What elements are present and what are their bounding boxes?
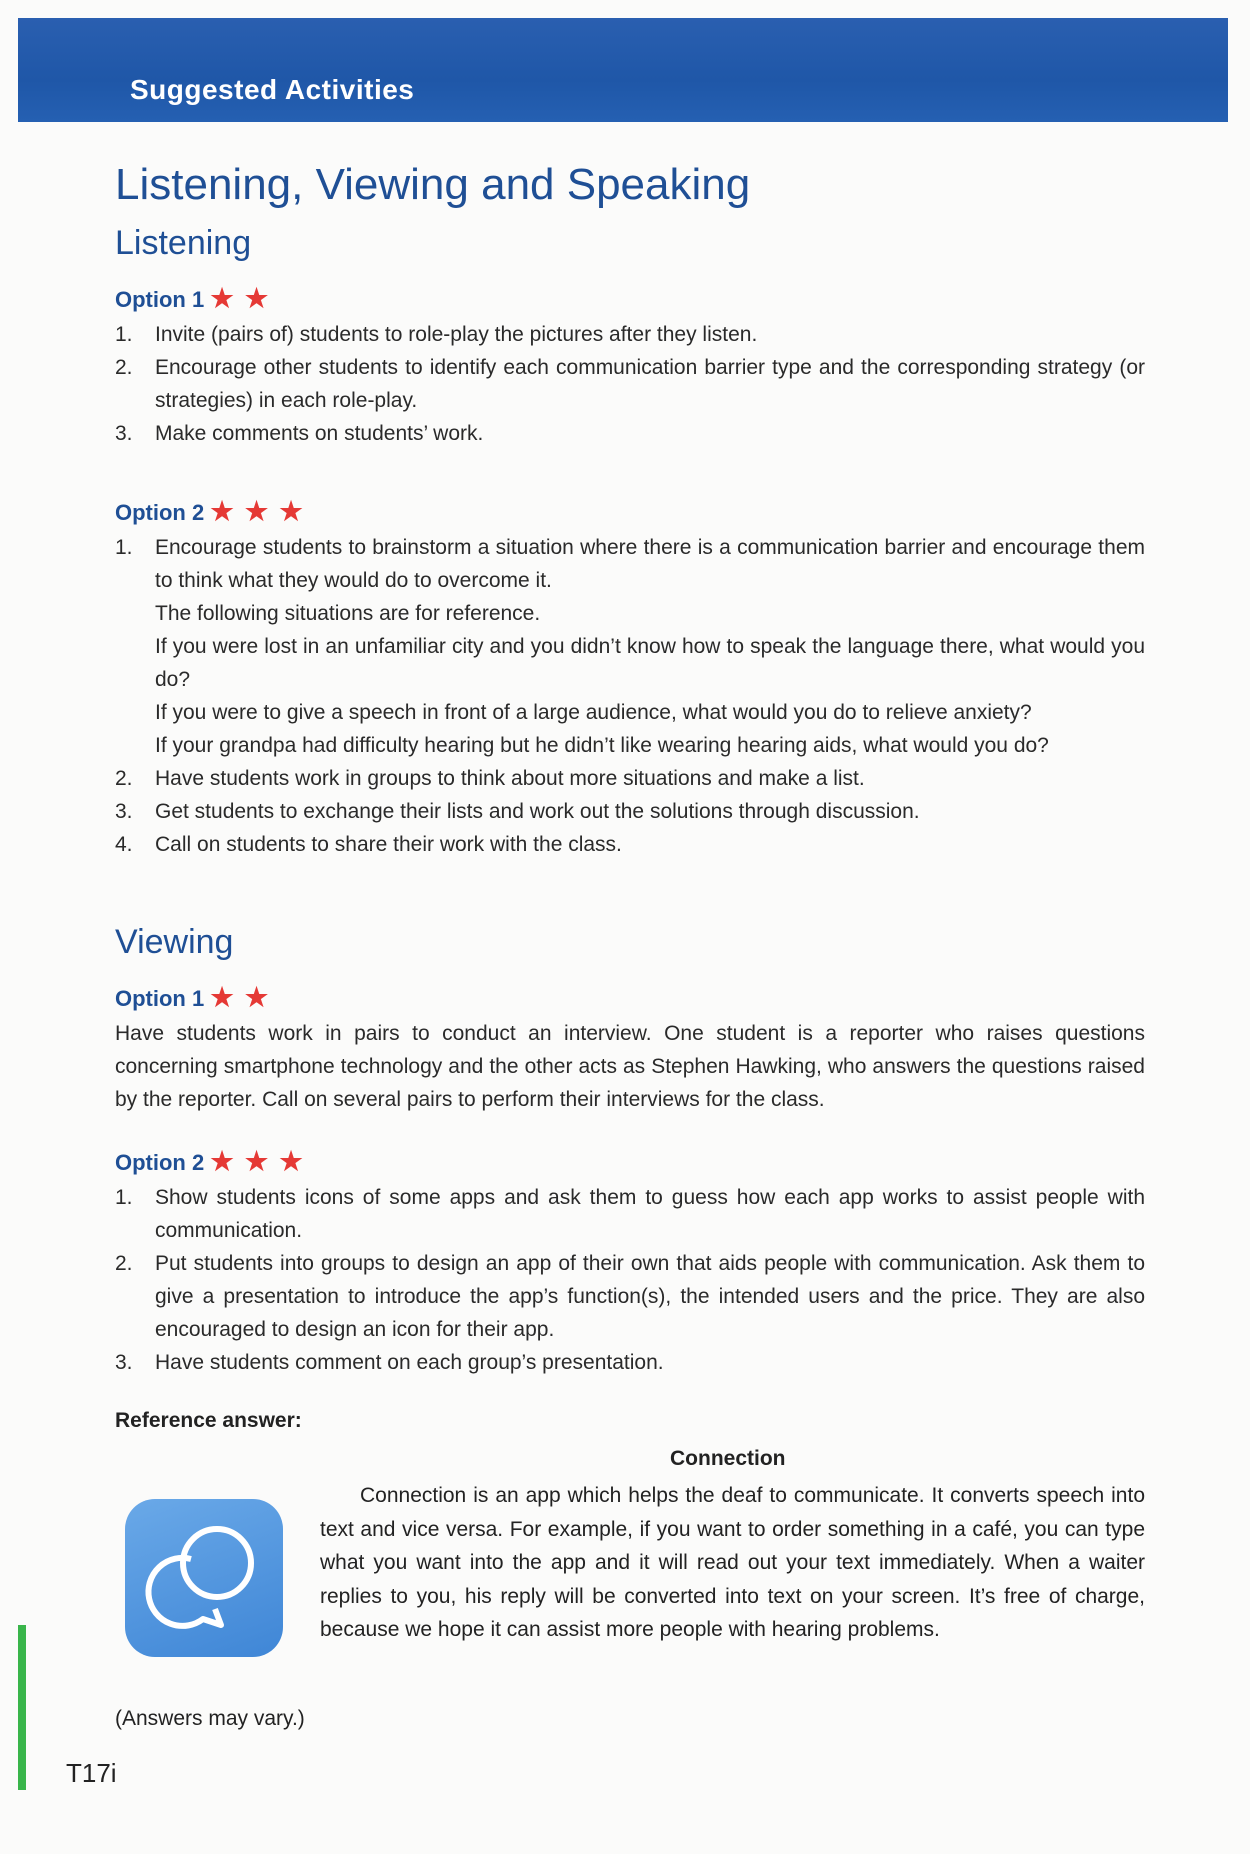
list-item xyxy=(115,318,1145,351)
list-number: 2. xyxy=(115,356,133,379)
section-title-listening: Listening xyxy=(115,224,252,262)
list-text: Show students icons of some apps and ask them to guess how each app works to assist people with communication. xyxy=(155,1186,1145,1242)
viewing-option2-heading xyxy=(115,1146,1145,1177)
list-item xyxy=(115,531,1145,762)
list-item xyxy=(115,1181,1145,1247)
list-item xyxy=(115,351,1145,417)
list-text: Call on students to share their work with the class. xyxy=(155,833,622,856)
option-label: Option 2 xyxy=(115,500,205,525)
viewing-option2-list xyxy=(115,1181,1145,1379)
list-item xyxy=(115,417,1145,450)
section-title-viewing: Viewing xyxy=(115,923,234,961)
connection-app-icon xyxy=(125,1499,283,1657)
list-number: 1. xyxy=(115,536,133,559)
option-label: Option 1 xyxy=(115,287,205,312)
list-number: 3. xyxy=(115,422,133,445)
star-icon: ★ ★ ★ xyxy=(210,496,305,526)
header-banner xyxy=(18,18,1228,122)
star-icon: ★ ★ xyxy=(210,982,271,1012)
list-number: 4. xyxy=(115,833,133,856)
listening-option1-heading xyxy=(115,283,1145,314)
list-text: Encourage students to brainstorm a situation where there is a communication barrier and encourage them to think what they would do to overcome it. xyxy=(155,536,1145,592)
list-text: Invite (pairs of) students to role-play the pictures after they listen. xyxy=(155,323,758,346)
list-number: 1. xyxy=(115,323,133,346)
answers-note: (Answers may vary.) xyxy=(115,1707,305,1730)
reference-answer xyxy=(115,1447,1145,1687)
listening-option1-list xyxy=(115,318,1145,450)
viewing-option1-text: Have students work in pairs to conduct an interview. One student is a reporter who raises questions concerning smartphone technology and the other acts as Stephen Hawking, who answers the questions raised by the reporter. Call on several pairs to perform their interviews for the class. xyxy=(115,1022,1145,1111)
page-number: T17i xyxy=(66,1758,117,1788)
listening-option2-heading xyxy=(115,496,1145,527)
list-text: If your grandpa had difficulty hearing but he didn’t like wearing hearing aids, what would you do? xyxy=(155,734,1049,757)
option-label: Option 2 xyxy=(115,1150,205,1175)
star-icon: ★ ★ ★ xyxy=(210,1146,305,1176)
list-text: Have students work in groups to think about more situations and make a list. xyxy=(155,767,865,790)
list-item xyxy=(115,1247,1145,1346)
list-text: The following situations are for reference. xyxy=(155,602,541,625)
list-text: Make comments on students’ work. xyxy=(155,422,484,445)
accent-bar xyxy=(18,1625,26,1790)
listening-option2-list xyxy=(115,531,1145,861)
list-number: 2. xyxy=(115,1252,133,1275)
list-item xyxy=(115,1346,1145,1379)
list-text: If you were lost in an unfamiliar city and you didn’t know how to speak the language there, what would you do? xyxy=(155,635,1145,691)
list-number: 2. xyxy=(115,767,133,790)
list-item xyxy=(115,795,1145,828)
reference-title: Connection xyxy=(670,1447,786,1470)
chat-bubbles-icon xyxy=(125,1499,283,1657)
star-icon: ★ ★ xyxy=(210,283,271,313)
list-number: 3. xyxy=(115,800,133,823)
main-content xyxy=(115,160,1145,1731)
page-title: Listening, Viewing and Speaking xyxy=(115,160,751,209)
reference-label: Reference answer: xyxy=(115,1409,302,1432)
list-text: Encourage other students to identify each communication barrier type and the corresponding strategy (or strategies) in each role-play. xyxy=(155,356,1145,412)
list-number: 3. xyxy=(115,1351,133,1374)
banner-title: Suggested Activities xyxy=(130,74,415,105)
list-number: 1. xyxy=(115,1186,133,1209)
list-text: If you were to give a speech in front of a large audience, what would you do to relieve anxiety? xyxy=(155,701,1032,724)
list-text: Put students into groups to design an app of their own that aids people with communication. Ask them to give a presentation to introduce the app’s function(s), the intended users and the price. They are also encouraged to design an icon for their app. xyxy=(155,1252,1145,1341)
list-item xyxy=(115,762,1145,795)
option-label: Option 1 xyxy=(115,986,205,1011)
list-text: Have students comment on each group’s presentation. xyxy=(155,1351,664,1374)
reference-text: Connection is an app which helps the deaf to communicate. It converts speech into text and vice versa. For example, if you want to order something in a café, you can type what you want into the app and it will read out your text immediately. When a waiter replies to you, his reply will be converted into text on your screen. It’s free of charge, because we hope it can assist more people with hearing problems. xyxy=(320,1484,1145,1641)
list-text: Get students to exchange their lists and work out the solutions through discussion. xyxy=(155,800,920,823)
list-item xyxy=(115,828,1145,861)
viewing-option1-heading xyxy=(115,982,1145,1013)
